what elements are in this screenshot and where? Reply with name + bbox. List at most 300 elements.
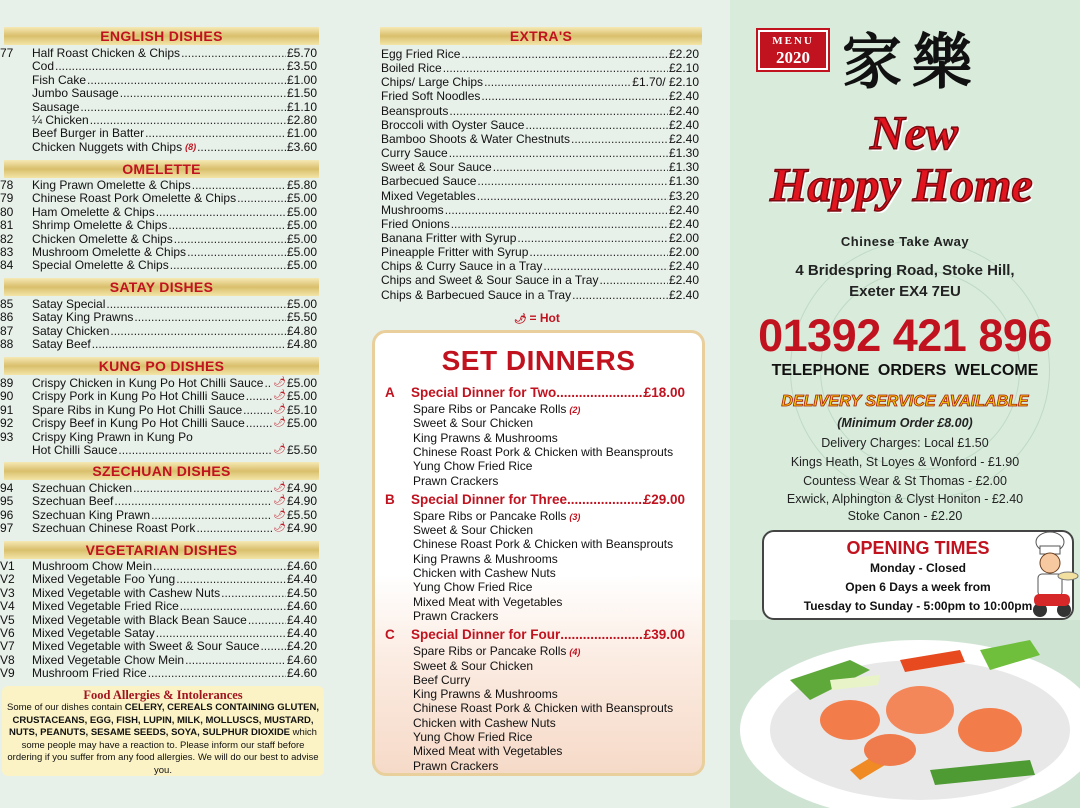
- item-number: V2: [0, 572, 15, 587]
- section-heading-kungpo: KUNG PO DISHES: [4, 357, 319, 375]
- item-name: Szechuan King Prawn: [32, 507, 151, 522]
- item-price: £2.40: [668, 202, 699, 217]
- item-number: [0, 140, 32, 154]
- leader-dots: [449, 104, 668, 118]
- item-number: 90: [0, 389, 14, 404]
- set-line-text: Mixed Meat with Vegetables: [413, 594, 563, 609]
- menu-panel-middle: [364, 0, 730, 808]
- menu-item: [0, 521, 317, 535]
- item-number: [0, 59, 32, 73]
- item-name: Beansprouts: [381, 103, 449, 118]
- restaurant-name-line2: Happy Home: [770, 159, 1033, 212]
- set-dinners-title: SET DINNERS: [441, 345, 636, 376]
- item-price: £5.00: [286, 191, 317, 206]
- leader-dots: [529, 245, 668, 259]
- item-number: V6: [0, 626, 15, 640]
- extra-item: [381, 189, 699, 203]
- set-dinner-line: [413, 416, 533, 430]
- phone-number[interactable]: 01392 421 896: [758, 310, 1052, 361]
- leader-dots: [133, 481, 272, 495]
- item-price: £4.40: [286, 572, 317, 587]
- item-number: 80: [0, 204, 14, 219]
- item-name: Szechuan Chicken: [32, 481, 133, 495]
- item-price: £5.10: [286, 402, 317, 417]
- item-number: 81: [0, 218, 14, 233]
- item-price: £1.00: [286, 72, 317, 87]
- leader-dots: [484, 75, 631, 89]
- item-number: 78: [0, 178, 14, 192]
- delivery-charge: Kings Heath, St Loyes & Wonford - £1.90: [790, 455, 1020, 469]
- leader-dots: [134, 310, 286, 324]
- leader-dots: [196, 521, 272, 535]
- menu-item: [0, 403, 317, 417]
- item-number: 82: [0, 231, 14, 246]
- item-name: Szechuan Beef: [32, 494, 114, 509]
- item-price: £2.40: [668, 216, 699, 231]
- item-number: 92: [0, 416, 14, 431]
- set-line-text: Sweet & Sour Chicken: [413, 523, 534, 538]
- item-price: £5.00: [286, 376, 317, 390]
- extra-item: [381, 217, 699, 231]
- set-line-text: Chicken with Cashew Nuts: [413, 715, 556, 730]
- item-number: [0, 86, 32, 100]
- leader-dots: [567, 492, 644, 508]
- item-price: £3.20: [668, 188, 699, 203]
- set-dinner-line: [413, 523, 533, 537]
- leader-dots: [114, 494, 272, 508]
- set-line-text: Chinese Roast Pork & Chicken with Beansprouts: [413, 537, 674, 552]
- menu-panel-left: [0, 0, 364, 808]
- item-price: £2.40: [668, 89, 699, 104]
- leader-dots: [525, 118, 668, 132]
- item-name: Beef Burger in Batter: [32, 126, 145, 141]
- item-name: Chicken Nuggets with Chips: [32, 139, 183, 154]
- extra-item: [381, 245, 699, 259]
- item-price: £2.00: [668, 245, 699, 260]
- leader-dots: [185, 653, 286, 667]
- set-line-text: Spare Ribs or Pancake Rolls: [413, 644, 567, 659]
- set-line-text: Chinese Roast Pork & Chicken with Beansprouts: [413, 701, 674, 716]
- leader-dots: [168, 218, 286, 232]
- item-price: £2.80: [286, 113, 317, 127]
- item-price: £4.20: [286, 639, 317, 654]
- set-dinner-line: [413, 673, 470, 687]
- item-number: V4: [0, 599, 15, 614]
- set-dinner-heading: [385, 627, 685, 643]
- item-name: Half Roast Chicken & Chips: [32, 46, 181, 60]
- set-dinner-line: [413, 730, 532, 744]
- set-dinner-line: [413, 509, 580, 524]
- item-price: £1.50: [286, 86, 317, 101]
- menu-item: [0, 389, 317, 403]
- item-number: 83: [0, 245, 14, 259]
- leader-dots: [599, 273, 668, 287]
- leader-dots: [451, 217, 668, 231]
- menu-item: [0, 653, 317, 667]
- leader-dots: [477, 174, 668, 188]
- set-price: £29.00: [643, 491, 685, 507]
- menu-item: [0, 572, 317, 586]
- item-name: Hot Chilli Sauce: [32, 443, 118, 457]
- item-name: Broccoli with Oyster Sauce: [381, 117, 525, 132]
- item-name: Satay King Prawns: [32, 310, 134, 325]
- menu-item: [0, 86, 317, 100]
- item-name: Mixed Vegetable with Cashew Nuts: [32, 585, 221, 600]
- set-dinner-line: [413, 595, 562, 609]
- extra-item: [381, 61, 699, 75]
- item-name: Satay Beef: [32, 337, 91, 352]
- item-name: Shrimp Omelette & Chips: [32, 218, 168, 233]
- chili-icon: 🌶: [514, 314, 530, 325]
- leader-dots: [174, 232, 286, 246]
- leader-dots: [560, 627, 643, 643]
- spacer: [193, 430, 317, 444]
- leader-dots: [449, 146, 668, 160]
- set-dinner-line: [413, 744, 562, 758]
- item-number: [0, 443, 32, 457]
- chili-icon: 🌶: [273, 403, 286, 415]
- item-price: £1.30: [668, 146, 699, 161]
- set-dinner-line: [413, 580, 532, 594]
- item-name: Mixed Vegetable Satay: [32, 626, 155, 640]
- menu-item: [0, 205, 317, 219]
- item-number: 88: [0, 337, 14, 352]
- item-number: [0, 126, 32, 140]
- item-price: £5.80: [286, 178, 317, 192]
- leader-dots: [180, 599, 286, 613]
- item-name: Sweet & Sour Sauce: [381, 160, 492, 175]
- menu-item: [0, 337, 317, 351]
- item-price: £4.50: [286, 585, 317, 600]
- set-dinner-line: [413, 537, 673, 551]
- minimum-order: (Minimum Order £8.00): [837, 416, 973, 430]
- food-photo: [730, 620, 1080, 808]
- menu-item: [0, 59, 317, 73]
- set-line-text: Beef Curry: [413, 672, 471, 687]
- item-name: Crispy Pork in Kung Po Hot Chilli Sauce: [32, 389, 245, 404]
- leader-dots: [461, 47, 668, 61]
- set-dinner-line: [413, 609, 498, 623]
- item-name: Banana Fritter with Syrup: [381, 230, 517, 245]
- menu-item: [0, 324, 317, 338]
- set-dinner-heading: [385, 492, 685, 508]
- item-number: V9: [0, 666, 15, 681]
- item-price: £2.40: [668, 287, 699, 302]
- section-heading-veg: VEGETARIAN DISHES: [4, 541, 319, 559]
- item-price: £4.60: [286, 599, 317, 614]
- set-dinner-line: [413, 402, 580, 417]
- set-price: £18.00: [643, 385, 685, 400]
- menu-year-badge: [758, 30, 828, 70]
- set-dinner-line: [413, 759, 498, 773]
- opening-line: Tuesday to Sunday - 5:00pm to 10:00pm: [803, 599, 1033, 613]
- item-price: £2.40: [668, 259, 699, 274]
- extra-item: [381, 160, 699, 174]
- item-number: 95: [0, 494, 14, 509]
- item-number: 79: [0, 191, 14, 206]
- menu-item: [0, 430, 317, 444]
- item-price: £3.50: [286, 59, 317, 74]
- opening-times-title: OPENING TIMES: [846, 538, 990, 558]
- item-number: 89: [0, 376, 14, 390]
- extra-item: [381, 146, 699, 160]
- chili-icon: 🌶: [273, 482, 286, 493]
- chef-illustration: [1020, 530, 1080, 620]
- menu-item: [0, 613, 317, 627]
- set-dinners-box: [372, 330, 705, 776]
- item-price: £4.80: [286, 323, 317, 338]
- item-name: Mushrooms: [381, 202, 444, 217]
- item-price: £4.90: [286, 481, 317, 495]
- menu-year: 2020: [776, 48, 810, 67]
- item-number: 94: [0, 481, 14, 495]
- leader-dots: [571, 132, 668, 146]
- set-dinner-line: [413, 474, 498, 488]
- set-line-text: Prawn Crackers: [413, 608, 499, 623]
- chili-icon: 🌶: [273, 417, 286, 429]
- item-number: 84: [0, 258, 14, 273]
- set-line-text: King Prawns & Mushrooms: [413, 551, 558, 566]
- item-name: Boiled Rice: [381, 61, 442, 76]
- chinese-name: 家樂: [842, 28, 982, 98]
- section-heading-szechuan: SZECHUAN DISHES: [4, 462, 319, 480]
- set-letter: C: [385, 627, 395, 643]
- item-price: £1.00: [286, 126, 317, 141]
- item-number: V7: [0, 639, 15, 654]
- menu-item: [0, 258, 317, 272]
- set-line-text: Sweet & Sour Chicken: [413, 416, 534, 431]
- item-number: 87: [0, 323, 14, 338]
- allergy-text-end: which some people may have a reaction to. Please inform our staff before ordering if you suffer from any food allergies. We will do our best to advise you.: [7, 727, 319, 776]
- extra-item: [381, 174, 699, 188]
- set-dinner-line: [413, 459, 532, 473]
- item-note: (3): [569, 511, 581, 522]
- set-line-text: Prawn Crackers: [413, 758, 499, 773]
- item-number: [0, 113, 32, 127]
- leader-dots: [543, 259, 668, 273]
- menu-item: [0, 232, 317, 246]
- leader-dots: [264, 376, 272, 390]
- item-price: £4.80: [286, 337, 317, 352]
- item-price: £1.70/ £2.10: [632, 75, 699, 90]
- menu-item: [0, 245, 317, 259]
- set-line-text: Prawn Crackers: [413, 473, 499, 488]
- allergy-list: CELERY, CEREALS CONTAINING GLUTEN, CRUSTACEANS, EGG, FISH, LUPIN, MILK, MOLLUSCS, MUSTARD, NUTS, PEANUTS, SESAME SEEDS, SOYA, SULPHUR DIOXIDE: [9, 702, 319, 738]
- item-price: £5.50: [286, 443, 317, 457]
- item-price: £4.40: [286, 626, 317, 640]
- chili-icon: 🌶: [273, 495, 286, 507]
- leader-dots: [106, 297, 286, 311]
- item-number: V1: [0, 559, 15, 573]
- item-note: (2): [569, 405, 581, 415]
- set-letter: B: [385, 491, 395, 507]
- item-name: Sausage: [32, 99, 80, 114]
- delivery-charge: Stoke Canon - £2.20: [847, 509, 963, 523]
- hot-legend: [514, 311, 560, 325]
- item-number: 77: [0, 46, 14, 60]
- extra-item: [381, 75, 699, 89]
- item-name: Mixed Vegetable Chow Mein: [32, 652, 185, 667]
- set-line-text: Sweet & Sour Chicken: [413, 658, 534, 673]
- menu-item: [0, 126, 317, 140]
- leader-dots: [248, 613, 286, 627]
- leader-dots: [192, 178, 286, 192]
- delivery-banner: DELIVERY SERVICE AVAILABLE: [781, 393, 1029, 410]
- item-number: V8: [0, 652, 15, 667]
- leader-dots: [246, 416, 272, 430]
- menu-item: [0, 416, 317, 430]
- menu-item: [0, 376, 317, 390]
- item-price: £3.60: [286, 139, 317, 154]
- set-line-text: King Prawns & Mushrooms: [413, 687, 558, 702]
- leader-dots: [90, 113, 286, 127]
- item-name: Ham Omelette & Chips: [32, 204, 155, 219]
- chili-icon: 🌶: [273, 522, 286, 534]
- item-number: 91: [0, 402, 14, 417]
- set-dinner-line: [413, 687, 558, 701]
- item-name: Mixed Vegetable with Sweet & Sour Sauce: [32, 639, 260, 654]
- extra-item: [381, 89, 699, 103]
- set-name: Special Dinner for Four: [411, 627, 561, 643]
- section-heading-satay: SATAY DISHES: [4, 278, 319, 296]
- subtitle: Chinese Take Away: [840, 234, 970, 249]
- allergy-notice: [2, 686, 324, 776]
- delivery-charge: Delivery Charges: Local £1.50: [821, 436, 989, 450]
- item-number: [0, 73, 32, 87]
- item-name: Crispy Beef in Kung Po Hot Chilli Sauce: [32, 416, 245, 431]
- leader-dots: [145, 126, 286, 140]
- set-dinner-line: [413, 552, 558, 566]
- item-name: Mushroom Fried Rice: [32, 666, 147, 681]
- leader-dots: [243, 403, 272, 417]
- menu-item: [0, 443, 317, 457]
- leader-dots: [153, 559, 286, 573]
- extra-item: [381, 273, 699, 287]
- item-name: Bamboo Shoots & Water Chestnuts: [381, 131, 570, 146]
- set-line-text: Yung Chow Fried Rice: [413, 459, 533, 474]
- item-name: Jumbo Sausage: [32, 86, 119, 101]
- item-name: Mushroom Omelette & Chips: [32, 245, 187, 259]
- item-price: £2.20: [668, 47, 699, 61]
- item-name: Satay Chicken: [32, 323, 110, 338]
- item-price: £4.60: [286, 666, 317, 681]
- item-price: £5.00: [286, 204, 317, 219]
- leader-dots: [572, 288, 668, 302]
- set-dinner-heading: [385, 385, 685, 401]
- leader-dots: [118, 443, 272, 457]
- item-name: Chips/ Large Chips: [381, 75, 484, 90]
- item-price: £5.00: [286, 389, 317, 404]
- item-price: £5.00: [286, 245, 317, 259]
- set-line-text: Spare Ribs or Pancake Rolls: [413, 402, 567, 416]
- leader-dots: [197, 140, 286, 154]
- item-number: V3: [0, 585, 15, 600]
- item-price: £5.70: [286, 46, 317, 60]
- cover-panel: [730, 0, 1080, 808]
- extra-item: [381, 118, 699, 132]
- section-heading-english: ENGLISH DISHES: [4, 27, 319, 45]
- extra-item: [381, 231, 699, 245]
- set-dinner-line: [413, 701, 673, 715]
- menu-item: [0, 218, 317, 232]
- set-line-text: Chicken with Cashew Nuts: [413, 566, 556, 580]
- set-dinner-line: [413, 659, 533, 673]
- delivery-charge: Countess Wear & St Thomas - £2.00: [803, 474, 1007, 488]
- set-name: Special Dinner for Two: [411, 385, 557, 400]
- set-line-text: Chinese Roast Pork & Chicken with Beansprouts: [413, 444, 674, 459]
- menu-item: [0, 178, 317, 192]
- item-price: £5.00: [286, 416, 317, 431]
- delivery-charge: Exwick, Alphington & Clyst Honiton - £2.40: [786, 492, 1024, 506]
- leader-dots: [120, 86, 286, 100]
- set-dinner-line: [413, 431, 558, 445]
- item-price: £4.90: [286, 494, 317, 509]
- chili-icon: 🌶: [273, 508, 286, 520]
- item-name: Mushroom Chow Mein: [32, 559, 153, 573]
- item-name: Barbecued Sauce: [381, 174, 477, 189]
- menu-item: [0, 639, 317, 653]
- item-name: Mixed Vegetables: [381, 188, 476, 203]
- menu-item: [0, 599, 317, 613]
- extra-item: [381, 288, 699, 302]
- item-name: Chinese Roast Pork Omelette & Chips: [32, 191, 237, 206]
- leader-dots: [148, 666, 286, 680]
- item-name: Mixed Vegetable with Black Bean Sauce: [32, 612, 247, 627]
- item-name: Curry Sauce: [381, 146, 448, 161]
- set-dinner-line: [413, 445, 673, 459]
- allergy-text-start: Some of our dishes contain: [7, 702, 125, 713]
- item-price: £4.40: [286, 612, 317, 627]
- item-name: Chicken Omelette & Chips: [32, 231, 173, 246]
- hot-legend-text: = Hot: [529, 311, 560, 325]
- set-line-text: Spare Ribs or Pancake Rolls: [413, 508, 567, 523]
- menu-item: [0, 297, 317, 311]
- leader-dots: [237, 191, 286, 205]
- set-dinner-line: [413, 716, 556, 730]
- menu-item: [0, 508, 317, 522]
- item-price: £1.10: [286, 99, 317, 114]
- item-name: Fried Soft Noodles: [381, 89, 481, 104]
- menu-item: [0, 586, 317, 600]
- opening-line: Monday - Closed: [869, 561, 966, 575]
- item-number: V5: [0, 612, 15, 627]
- leader-dots: [445, 203, 668, 217]
- leader-dots: [80, 100, 286, 114]
- item-number: 97: [0, 521, 14, 536]
- section-heading-extras: EXTRA'S: [380, 27, 702, 45]
- item-name: Crispy Chicken in Kung Po Hot Chilli Sauce: [32, 376, 264, 390]
- leader-dots: [260, 639, 286, 653]
- item-price: £5.00: [286, 258, 317, 273]
- leader-dots: [246, 389, 273, 403]
- chili-icon: 🌶: [273, 377, 286, 388]
- menu-item: [0, 73, 317, 87]
- extra-item: [381, 47, 699, 61]
- leader-dots: [187, 245, 286, 259]
- leader-dots: [517, 231, 668, 245]
- leader-dots: [443, 61, 668, 75]
- set-line-text: Yung Chow Fried Rice: [413, 580, 533, 595]
- item-name: Chips and Sweet & Sour Sauce in a Tray: [381, 273, 599, 288]
- item-number: 93: [0, 429, 14, 444]
- leader-dots: [477, 189, 668, 203]
- item-name: Spare Ribs in Kung Po Hot Chilli Sauce: [32, 402, 243, 417]
- set-line-text: King Prawns & Mushrooms: [413, 430, 558, 445]
- item-note: (4): [569, 647, 581, 658]
- item-price: £5.00: [286, 231, 317, 246]
- item-price: £4.60: [286, 559, 317, 573]
- menu-label: MENU: [772, 35, 814, 47]
